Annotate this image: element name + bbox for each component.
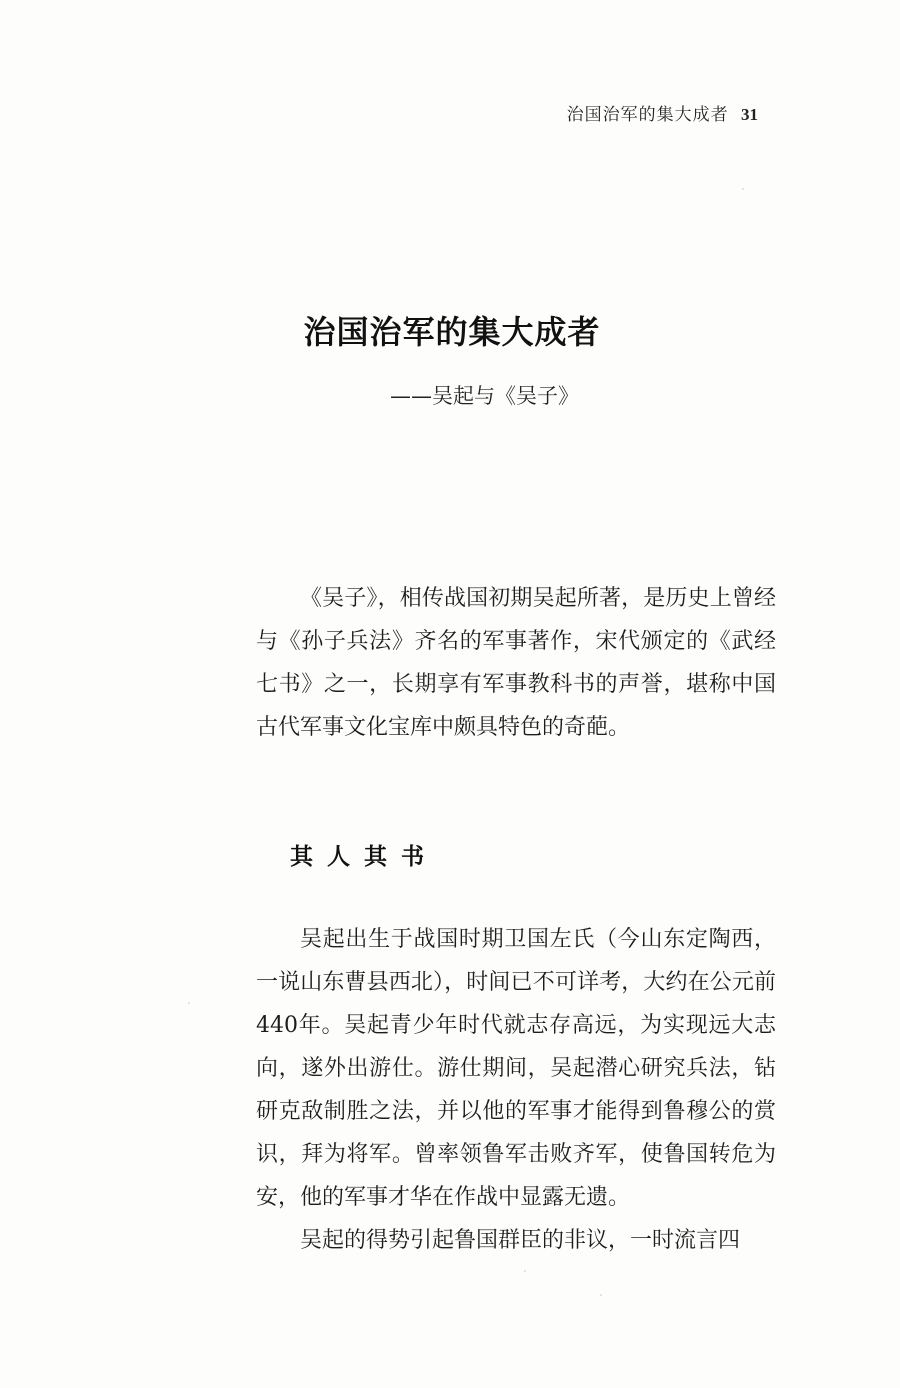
chapter-subtitle: ——吴起与《吴子》	[390, 384, 579, 408]
section-body	[256, 918, 776, 1262]
paper-speck	[188, 1002, 190, 1004]
running-header-title: 治国治军的集大成者	[566, 105, 729, 125]
paper-speck	[742, 188, 744, 190]
paper-speck	[600, 1294, 602, 1296]
body-paragraph: 吴起的得势引起鲁国群臣的非议，一时流言四	[300, 1228, 741, 1253]
intro-paragraph: 《吴子》，相传战国初期吴起所著，是历史上曾经与《孙子兵法》齐名的军事著作，宋代颁定的《武经七书》之一，长期享有军事教科书的声誉，堪称中国古代军事文化宝库中颇具特色的奇葩。	[256, 586, 776, 740]
running-header	[567, 100, 758, 125]
paper-speck	[524, 1270, 526, 1272]
intro-text	[256, 577, 776, 749]
section-heading: 其人其书	[290, 844, 438, 870]
chapter-title: 治国治军的集大成者	[303, 313, 601, 351]
body-paragraph: 吴起出生于战国时期卫国左氏（今山东定陶西，一说山东曹县西北），时间已不可详考，大约在公元前440年。吴起青少年时代就志存高远，为实现远大志向，遂外出游仕。游仕期间，吴起潜心研究兵法，钻研克敌制胜之法，并以他的军事才能得到鲁穆公的赏识，拜为将军。曾率领鲁军击败齐军，使鲁国转危为安，他的军事才华在作战中显露无遗。	[256, 927, 776, 1210]
page-number: 31	[741, 105, 758, 124]
